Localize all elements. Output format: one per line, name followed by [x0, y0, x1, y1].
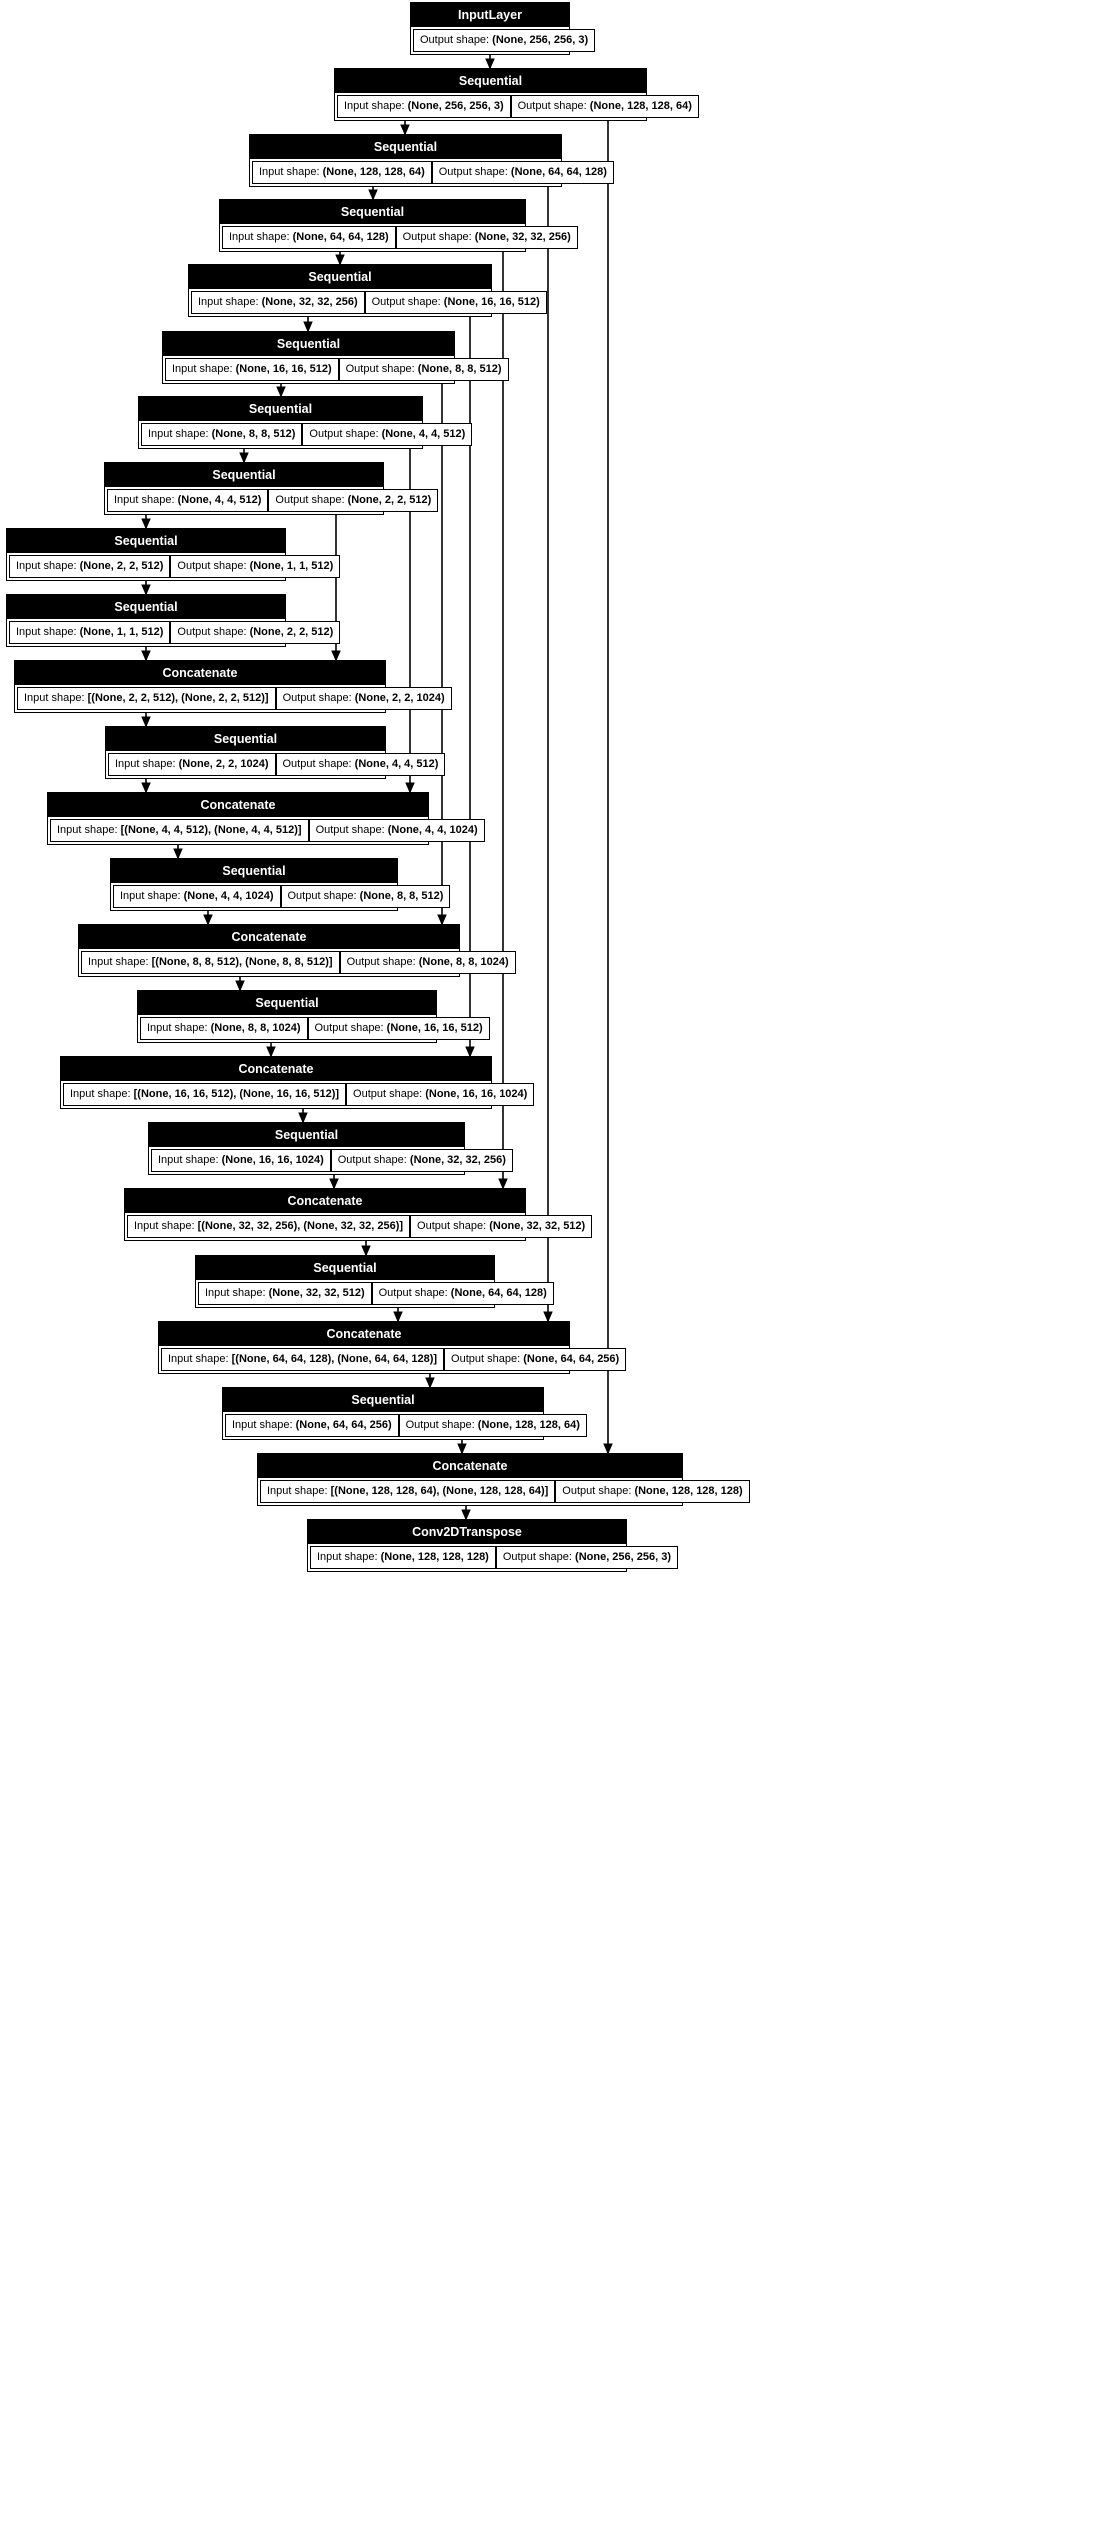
node-title: Concatenate	[15, 661, 385, 685]
node-title: Conv2DTranspose	[308, 1520, 626, 1544]
node-title: Sequential	[335, 69, 646, 93]
node-concatenate-6[interactable]	[158, 1321, 620, 1374]
node-concatenate-4[interactable]	[60, 1056, 528, 1109]
node-title: Concatenate	[79, 925, 459, 949]
output-shape-cell: Output shape: (None, 8, 8, 1024)	[340, 951, 516, 974]
node-title: Sequential	[250, 135, 561, 159]
node-sequential-9[interactable]	[6, 594, 334, 647]
node-title: Concatenate	[258, 1454, 682, 1478]
input-shape-cell: Input shape: [(None, 64, 64, 128), (None, 64, 64, 128)]	[161, 1348, 444, 1371]
output-shape-cell: Output shape: (None, 4, 4, 1024)	[309, 819, 485, 842]
node-sequential-8[interactable]	[6, 528, 334, 581]
node-sequential-12[interactable]	[137, 990, 483, 1043]
output-shape-cell: Output shape: (None, 128, 128, 64)	[511, 95, 699, 118]
output-shape-cell: Output shape: (None, 256, 256, 3)	[413, 29, 595, 52]
node-title: Sequential	[196, 1256, 494, 1280]
input-shape-cell: Input shape: (None, 4, 4, 1024)	[113, 885, 281, 908]
node-title: Concatenate	[125, 1189, 525, 1213]
output-shape-cell: Output shape: (None, 64, 64, 128)	[372, 1282, 554, 1305]
output-shape-cell: Output shape: (None, 4, 4, 512)	[302, 423, 472, 446]
output-shape-cell: Output shape: (None, 16, 16, 1024)	[346, 1083, 534, 1106]
input-shape-cell: Input shape: (None, 64, 64, 256)	[225, 1414, 399, 1437]
input-shape-cell: Input shape: (None, 4, 4, 512)	[107, 489, 268, 512]
node-inputlayer[interactable]	[410, 2, 589, 55]
node-title: Sequential	[138, 991, 436, 1015]
node-title: InputLayer	[411, 3, 569, 27]
node-concatenate-7[interactable]	[257, 1453, 743, 1506]
input-shape-cell: Input shape: (None, 16, 16, 1024)	[151, 1149, 331, 1172]
output-shape-cell: Output shape: (None, 1, 1, 512)	[170, 555, 340, 578]
node-sequential-15[interactable]	[222, 1387, 580, 1440]
input-shape-cell: Input shape: [(None, 4, 4, 512), (None, 4, 4, 512)]	[50, 819, 309, 842]
node-title: Sequential	[105, 463, 383, 487]
input-shape-cell: Input shape: (None, 128, 128, 64)	[252, 161, 432, 184]
output-shape-cell: Output shape: (None, 2, 2, 512)	[268, 489, 438, 512]
output-shape-cell: Output shape: (None, 256, 256, 3)	[496, 1546, 678, 1569]
input-shape-cell: Input shape: [(None, 128, 128, 64), (None, 128, 128, 64)]	[260, 1480, 555, 1503]
node-sequential-14[interactable]	[195, 1255, 547, 1308]
output-shape-cell: Output shape: (None, 32, 32, 512)	[410, 1215, 592, 1238]
input-shape-cell: Input shape: [(None, 2, 2, 512), (None, 2, 2, 512)]	[17, 687, 276, 710]
output-shape-cell: Output shape: (None, 16, 16, 512)	[365, 291, 547, 314]
output-shape-cell: Output shape: (None, 64, 64, 256)	[444, 1348, 626, 1371]
input-shape-cell: Input shape: [(None, 16, 16, 512), (None, 16, 16, 512)]	[63, 1083, 346, 1106]
input-shape-cell: Input shape: [(None, 32, 32, 256), (None, 32, 32, 256)]	[127, 1215, 410, 1238]
node-sequential-2[interactable]	[249, 134, 607, 187]
output-shape-cell: Output shape: (None, 32, 32, 256)	[396, 226, 578, 249]
output-shape-cell: Output shape: (None, 128, 128, 128)	[555, 1480, 749, 1503]
input-shape-cell: Input shape: (None, 8, 8, 1024)	[140, 1017, 308, 1040]
node-title: Concatenate	[61, 1057, 491, 1081]
node-title: Concatenate	[159, 1322, 569, 1346]
node-concatenate-1[interactable]	[14, 660, 445, 713]
node-title: Sequential	[111, 859, 397, 883]
node-concatenate-2[interactable]	[47, 792, 478, 845]
node-conv2dtranspose[interactable]	[307, 1519, 672, 1572]
output-shape-cell: Output shape: (None, 8, 8, 512)	[281, 885, 451, 908]
input-shape-cell: Input shape: (None, 64, 64, 128)	[222, 226, 396, 249]
node-sequential-6[interactable]	[138, 396, 466, 449]
node-title: Sequential	[139, 397, 422, 421]
output-shape-cell: Output shape: (None, 2, 2, 512)	[170, 621, 340, 644]
node-sequential-4[interactable]	[188, 264, 540, 317]
node-sequential-10[interactable]	[105, 726, 439, 779]
node-concatenate-5[interactable]	[124, 1188, 586, 1241]
input-shape-cell: Input shape: (None, 8, 8, 512)	[141, 423, 302, 446]
node-title: Sequential	[149, 1123, 464, 1147]
input-shape-cell: Input shape: (None, 256, 256, 3)	[337, 95, 511, 118]
node-title: Sequential	[223, 1388, 543, 1412]
node-title: Concatenate	[48, 793, 428, 817]
output-shape-cell: Output shape: (None, 128, 128, 64)	[399, 1414, 587, 1437]
node-title: Sequential	[7, 529, 285, 553]
output-shape-cell: Output shape: (None, 2, 2, 1024)	[276, 687, 452, 710]
node-sequential-13[interactable]	[148, 1122, 506, 1175]
node-sequential-5[interactable]	[162, 331, 502, 384]
input-shape-cell: Input shape: (None, 16, 16, 512)	[165, 358, 339, 381]
node-sequential-7[interactable]	[104, 462, 432, 515]
output-shape-cell: Output shape: (None, 4, 4, 512)	[276, 753, 446, 776]
output-shape-cell: Output shape: (None, 8, 8, 512)	[339, 358, 509, 381]
node-concatenate-3[interactable]	[78, 924, 509, 977]
node-sequential-3[interactable]	[219, 199, 571, 252]
input-shape-cell: Input shape: (None, 1, 1, 512)	[9, 621, 170, 644]
input-shape-cell: Input shape: (None, 32, 32, 256)	[191, 291, 365, 314]
node-title: Sequential	[220, 200, 525, 224]
node-title: Sequential	[7, 595, 285, 619]
input-shape-cell: Input shape: (None, 2, 2, 1024)	[108, 753, 276, 776]
node-sequential-11[interactable]	[110, 858, 444, 911]
node-title: Sequential	[163, 332, 454, 356]
output-shape-cell: Output shape: (None, 64, 64, 128)	[432, 161, 614, 184]
input-shape-cell: Input shape: [(None, 8, 8, 512), (None, 8, 8, 512)]	[81, 951, 340, 974]
input-shape-cell: Input shape: (None, 128, 128, 128)	[310, 1546, 496, 1569]
node-title: Sequential	[106, 727, 385, 751]
output-shape-cell: Output shape: (None, 16, 16, 512)	[308, 1017, 490, 1040]
input-shape-cell: Input shape: (None, 2, 2, 512)	[9, 555, 170, 578]
input-shape-cell: Input shape: (None, 32, 32, 512)	[198, 1282, 372, 1305]
node-sequential-1[interactable]	[334, 68, 692, 121]
output-shape-cell: Output shape: (None, 32, 32, 256)	[331, 1149, 513, 1172]
node-title: Sequential	[189, 265, 491, 289]
